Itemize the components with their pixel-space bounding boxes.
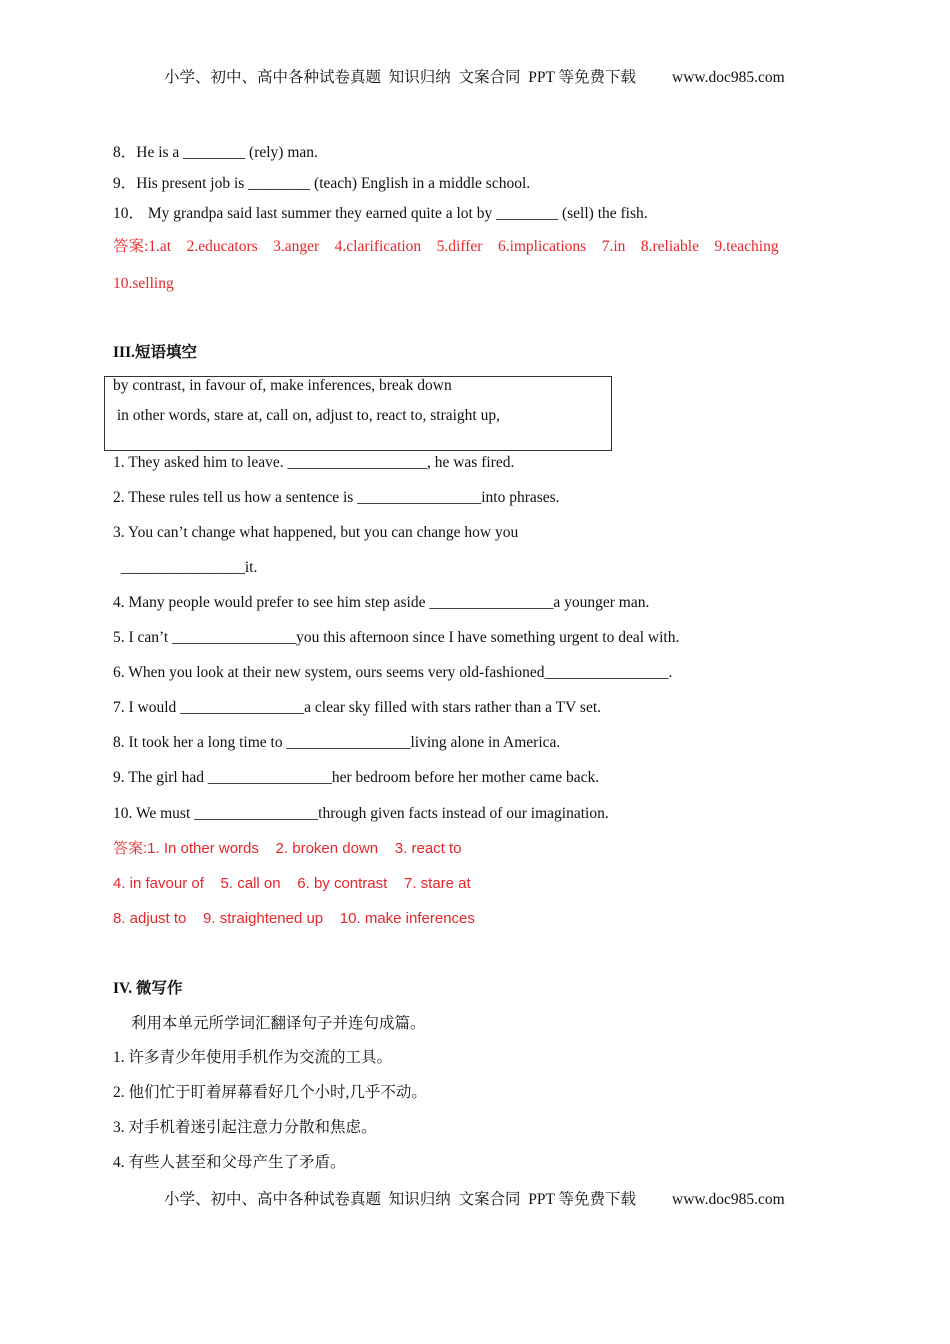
answer-key-line-1: 答案:1.at 2.educators 3.anger 4.clarification 5.differ 6.implications 7.in 8.reliable 9.teaching xyxy=(113,238,779,255)
phrase-question-8: 8. It took her a long time to ________________living alone in America. xyxy=(113,734,561,751)
question-9: 9．His present job is ________ (teach) English in a middle school. xyxy=(113,175,531,192)
translation-item-1: 1. 许多青少年使用手机作为交流的工具。 xyxy=(113,1049,393,1066)
phrase-question-1: 1. They asked him to leave. __________________, he was fired. xyxy=(113,454,515,471)
translation-item-4: 4. 有些人甚至和父母产生了矛盾。 xyxy=(113,1154,346,1171)
phrase-question-4: 4. Many people would prefer to see him step aside ________________a younger man. xyxy=(113,594,650,611)
phrase-question-6: 6. When you look at their new system, ours seems very old-fashioned________________. xyxy=(113,664,673,681)
translation-item-3: 3. 对手机着迷引起注意力分散和焦虑。 xyxy=(113,1119,377,1136)
answer-key-line-2: 10.selling xyxy=(113,275,174,292)
phrase-question-3: 3. You can’t change what happened, but you can change how you xyxy=(113,524,519,541)
phrase-question-5: 5. I can’t ________________you this afternoon since I have something urgent to deal with. xyxy=(113,629,680,646)
section-4-heading: IV. 微写作 xyxy=(113,980,183,997)
phrase-bank-line-2: in other words, stare at, call on, adjust to, react to, straight up, xyxy=(113,407,500,424)
translation-item-2: 2. 他们忙于盯着屏幕看好几个小时,几乎不动。 xyxy=(113,1084,427,1101)
footer-url: www.doc985.com xyxy=(672,1191,785,1208)
section-4-intro: 利用本单元所学词汇翻译句子并连句成篇。 xyxy=(131,1015,426,1032)
phrase-answers-line-3: 8. adjust to 9. straightened up 10. make inferences xyxy=(113,910,475,927)
phrase-question-10: 10. We must ________________through given facts instead of our imagination. xyxy=(113,805,609,822)
header-url: www.doc985.com xyxy=(672,69,785,86)
question-10: 10． My grandpa said last summer they earned quite a lot by ________ (sell) the fish. xyxy=(113,205,648,222)
phrase-question-9: 9. The girl had ________________her bedroom before her mother came back. xyxy=(113,769,600,786)
phrase-question-7: 7. I would ________________a clear sky filled with stars rather than a TV set. xyxy=(113,699,602,716)
question-8: 8．He is a ________ (rely) man. xyxy=(113,144,318,161)
footer-text: 小学、初中、高中各种试卷真题 知识归纳 文案合同 PPT 等免费下载 xyxy=(164,1191,637,1208)
phrase-question-3-cont: ________________it. xyxy=(117,559,258,576)
section-3-heading: III.短语填空 xyxy=(113,344,197,361)
header-text: 小学、初中、高中各种试卷真题 知识归纳 文案合同 PPT 等免费下载 xyxy=(164,69,637,86)
phrase-bank-line-1: by contrast, in favour of, make inferences, break down xyxy=(113,377,452,394)
phrase-answers-line-2: 4. in favour of 5. call on 6. by contrast 7. stare at xyxy=(113,875,471,892)
phrase-question-2: 2. These rules tell us how a sentence is ________________into phrases. xyxy=(113,489,560,506)
phrase-answers-line-1: 答案:1. In other words 2. broken down 3. react to xyxy=(113,840,462,857)
